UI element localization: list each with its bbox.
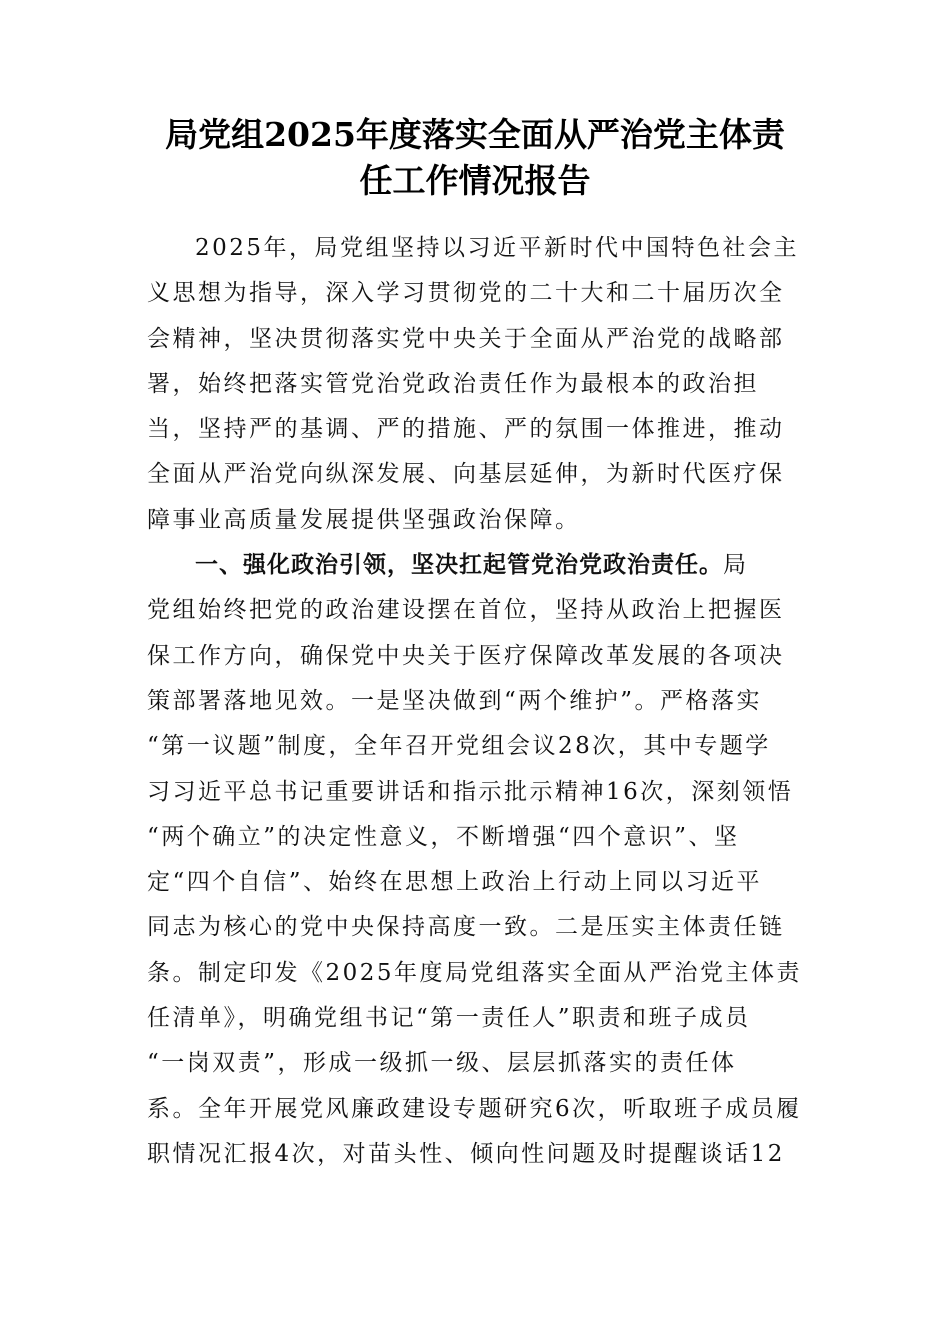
paragraph-line: 2025年，局党组坚持以习近平新时代中国特色社会主 (195, 235, 800, 261)
paragraph-line: 全面从严治党向纵深发展、向基层延伸，为新时代医疗保 (147, 461, 785, 488)
section-1-paragraph (147, 543, 803, 1177)
paragraph-line: 当，坚持严的基调、严的措施、严的氛围一体推进，推动 (147, 416, 785, 443)
paragraph-line: 会精神，坚决贯彻落实党中央关于全面从严治党的战略部 (147, 325, 785, 352)
section-1-first-line-rest: 局 (723, 552, 749, 579)
paragraph-line: 定“四个自信”、始终在思想上政治上行动上同以习近平 (147, 869, 763, 896)
section-1-first-line (147, 543, 803, 588)
paragraph-line: 党组始终把党的政治建设摆在首位，坚持从政治上把握医 (147, 597, 785, 624)
document-title (140, 112, 810, 204)
paragraph-line: “一岗双责”，形成一级抓一级、层层抓落实的责任体 (147, 1050, 737, 1077)
intro-paragraph (147, 226, 803, 543)
document-body (147, 226, 803, 1177)
paragraph-line: 习习近平总书记重要讲话和指示批示精神16次，深刻领悟 (147, 778, 794, 805)
paragraph-line: 同志为核心的党中央保持高度一致。二是压实主体责任链 (147, 914, 785, 941)
paragraph-line: “第一议题”制度，全年召开党组会议28次，其中专题学 (147, 733, 771, 760)
paragraph-line: 署，始终把落实管党治党政治责任作为最根本的政治担 (147, 370, 759, 397)
paragraph-line: 义思想为指导，深入学习贯彻党的二十大和二十届历次全 (147, 280, 785, 307)
paragraph-line: 条。制定印发《2025年度局党组落实全面从严治党主体责 (147, 959, 803, 986)
section-1-heading: 一、强化政治引领，坚决扛起管党治党政治责任。 (195, 552, 723, 579)
paragraph-line: 任清单》，明确党组书记“第一责任人”职责和班子成员 (147, 1005, 751, 1032)
title-line-1: 局党组2025年度落实全面从严治党主体责 (165, 115, 785, 154)
title-line-2: 任工作情况报告 (359, 161, 591, 200)
paragraph-line: “两个确立”的决定性意义，不断增强“四个意识”、坚 (147, 823, 740, 850)
paragraph-line: 职情况汇报4次，对苗头性、倾向性问题及时提醒谈话12 (147, 1140, 785, 1167)
paragraph-line: 保工作方向，确保党中央关于医疗保障改革发展的各项决 (147, 642, 785, 669)
paragraph-line: 策部署落地见效。一是坚决做到“两个维护”。严格落实 (147, 687, 763, 714)
paragraph-line: 障事业高质量发展提供坚强政治保障。 (147, 506, 581, 533)
paragraph-line: 系。全年开展党风廉政建设专题研究6次，听取班子成员履 (147, 1095, 802, 1122)
